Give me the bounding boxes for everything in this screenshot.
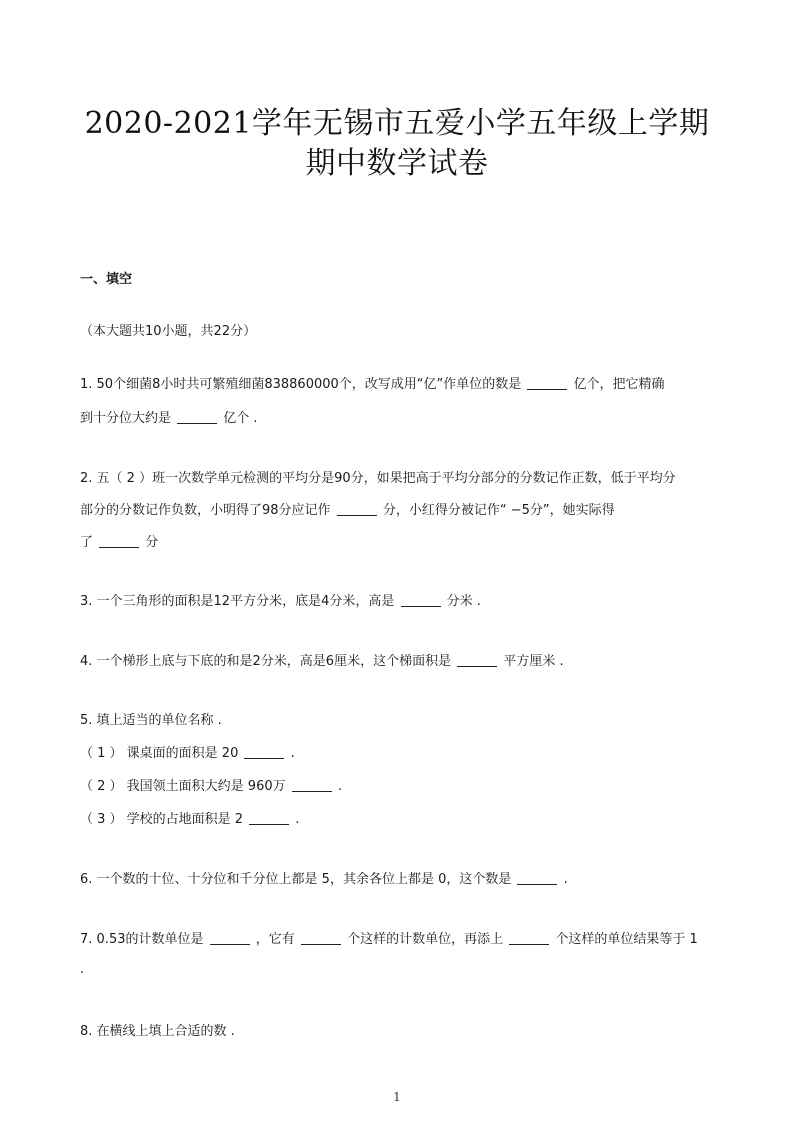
- question-1-text-a: 1. 50个细菌8小时共可繁殖细菌838860000个，改写成用“亿”作单位的数是: [80, 377, 522, 392]
- question-1-text-d: 亿个 .: [223, 411, 258, 426]
- question-2-text-d: 分: [145, 535, 159, 550]
- question-5-sub-1-text: （ 1 ） 课桌面的面积是 20: [80, 746, 239, 761]
- question-4-text-b: 平方厘米 .: [503, 654, 564, 669]
- question-5-head: 5. 填上适当的单位名称 .: [80, 713, 222, 728]
- question-8: 8. 在横线上填上合适的数 .: [80, 1024, 235, 1039]
- answer-blank: [517, 871, 557, 885]
- section-note: （本大题共10小题，共22分）: [80, 324, 257, 339]
- question-5-sub-3: [80, 810, 720, 830]
- question-4-text-a: 4. 一个梯形上底与下底的和是2分米，高是6厘米，这个梯面积是: [80, 654, 452, 669]
- answer-blank: [401, 593, 441, 607]
- question-6-text-b: .: [563, 872, 568, 887]
- answer-blank: [249, 811, 289, 825]
- question-7-text-d: 个这样的单位结果等于 1: [555, 932, 698, 947]
- question-3-text-a: 3. 一个三角形的面积是12平方分米，底是4分米，高是: [80, 594, 395, 609]
- question-1-line-2: [80, 409, 720, 429]
- answer-blank: [301, 931, 341, 945]
- answer-blank: [457, 653, 497, 667]
- question-6-text-a: 6. 一个数的十位、十分位和千分位上都是 5，其余各位上都是 0，这个数是: [80, 872, 512, 887]
- question-5-sub-1-dot: .: [290, 746, 295, 761]
- question-7-line-2: .: [80, 962, 85, 977]
- question-5-sub-1: [80, 744, 720, 764]
- answer-blank: [292, 778, 332, 792]
- question-5-sub-3-text: （ 3 ） 学校的占地面积是 2: [80, 812, 244, 827]
- question-1-text-b: 亿个，把它精确: [573, 377, 665, 392]
- page-number: 1: [393, 1090, 401, 1104]
- question-7-line-1: [80, 930, 720, 950]
- question-7-text-a: 7. 0.53的计数单位是: [80, 932, 204, 947]
- question-5-sub-2-dot: .: [337, 779, 343, 794]
- answer-blank: [509, 931, 549, 945]
- answer-blank: [527, 376, 567, 390]
- answer-blank: [210, 931, 250, 945]
- answer-blank: [177, 410, 217, 424]
- answer-blank: [337, 502, 377, 516]
- answer-blank: [244, 745, 284, 759]
- question-3: [80, 592, 720, 612]
- question-5-sub-2: [80, 777, 720, 797]
- question-7-text-b: ，它有: [255, 932, 295, 947]
- exam-title-line-2: 期中数学试卷: [305, 146, 489, 181]
- question-1-text-c: 到十分位大约是: [80, 411, 172, 426]
- question-2-line-2: [80, 501, 720, 521]
- question-5-sub-2-text: （ 2 ） 我国领土面积大约是 960万: [80, 779, 286, 794]
- question-2-text-c: 了: [80, 535, 94, 550]
- question-2-text-b: 分，小红得分被记作“ −5分”，她实际得: [382, 503, 615, 518]
- question-2-text-a: 部分的分数记作负数，小明得了98分应记作: [80, 503, 331, 518]
- question-6: [80, 870, 720, 890]
- question-3-text-b: 分米 .: [446, 594, 481, 609]
- question-2-line-3: [80, 533, 720, 553]
- question-2-line-1: 2. 五（ 2 ）班一次数学单元检测的平均分是90分，如果把高于平均分部分的分数记作正数，低于平均分: [80, 471, 676, 486]
- question-5-sub-3-dot: .: [295, 812, 300, 827]
- question-1-line-1: [80, 375, 720, 395]
- answer-blank: [99, 534, 139, 548]
- exam-title-line-1: 2020-2021学年无锡市五爱小学五年级上学期: [84, 106, 710, 141]
- question-4: [80, 652, 720, 672]
- section-heading: 一、填空: [80, 272, 133, 287]
- question-7-text-c: 个这样的计数单位，再添上: [347, 932, 504, 947]
